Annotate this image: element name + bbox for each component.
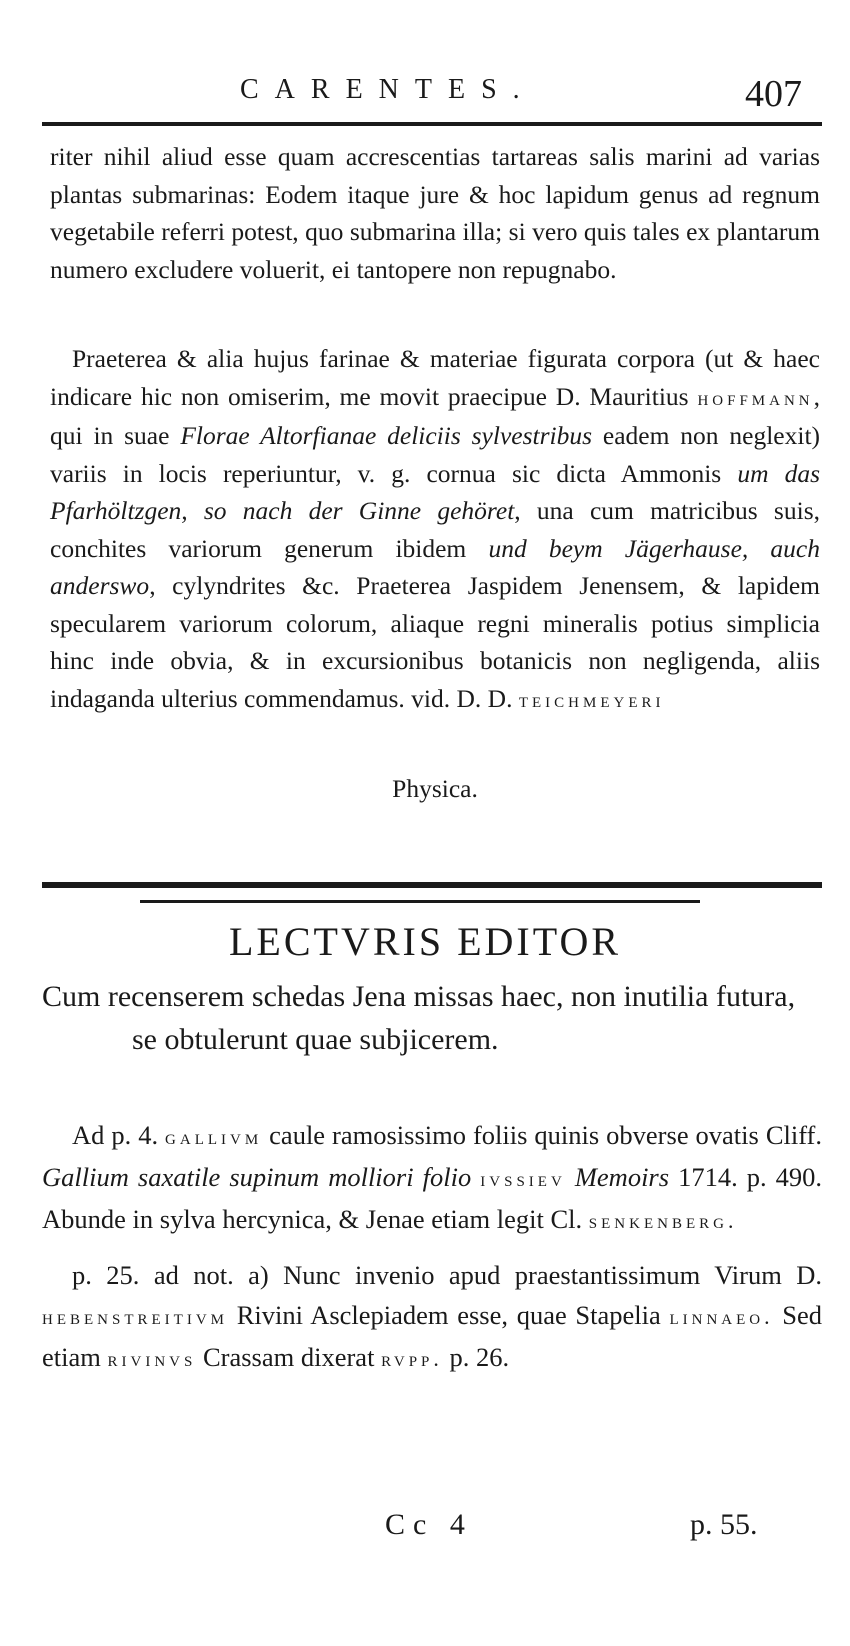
paragraph-text: eadem non neglexit) variis in locis reperiuntur, v. g. cornua sic dicta Ammonis	[50, 421, 821, 488]
header-rule	[42, 122, 822, 126]
paragraph-text: , qui in suae	[50, 381, 820, 450]
page-header	[0, 66, 850, 116]
note-text: p. 26.	[449, 1342, 510, 1372]
page-number: 407	[745, 73, 802, 115]
intro-text: Cum recenserem schedas Jena missas haec, non inutilia futura, se obtulerunt quae subjicerem.	[42, 980, 796, 1056]
work-title: Memoirs	[574, 1162, 670, 1192]
note-text: 1714. p. 490. Abunde in sylva hercynica, & Jenae etiam legit Cl.	[42, 1162, 823, 1234]
section-rule	[42, 882, 822, 888]
author-name: rivinvs	[107, 1347, 197, 1371]
paragraph-tail: Physica.	[392, 774, 478, 803]
section-heading: LECTVRIS EDITOR	[228, 919, 622, 964]
paragraph-text: , cylyndrites &c. Praeterea Jaspidem Jenensem, & lapidem specularem variorum colorum, aliaque regni mineralis potius simplicia hinc inde obvia, & in excursionibus botanicis non negligenda, aliis indaganda ulterius commendamus. vid. D. D.	[50, 571, 820, 713]
section-rule-thin	[140, 900, 700, 903]
editor-intro	[42, 975, 822, 1061]
german-locality: um das Pfarhöltzgen, so nach der Ginne gehöret	[50, 458, 821, 525]
catchword: p. 55.	[690, 1508, 758, 1541]
german-locality: und beym Jägerhause, auch anderswo	[50, 533, 820, 600]
author-name: linnaeo.	[669, 1305, 774, 1329]
note-text: Rivini Asclepiadem esse, quae Stapelia	[236, 1300, 661, 1330]
note-text: Sed etiam	[42, 1300, 823, 1372]
author-name: hoffmann	[697, 385, 814, 410]
author-name: ivssiev	[480, 1167, 566, 1191]
note-text: Crassam dixerat	[202, 1342, 375, 1372]
note-text: Ad p. 4.	[72, 1120, 159, 1150]
paragraph-continuation: riter nihil aliud esse quam accrescentias tartareas salis marini ad varias plantas submarinas: Eodem itaque jure & hoc lapidum genus ad regnum vegetabile referri potest, quo submarina illa; si vero quis tales ex plantarum numero excludere voluerit, ei tantopere non repugnabo.	[50, 142, 820, 284]
author-name: rvpp.	[381, 1347, 443, 1371]
paragraph-praeterea	[50, 340, 820, 719]
editor-notes	[42, 1115, 822, 1393]
author-name: senkenberg.	[588, 1209, 738, 1233]
note-text: caule ramosissimo foliis quinis obverse ovatis Cliff.	[269, 1120, 823, 1150]
book-title: Florae Altorfianae deliciis sylvestribus	[180, 421, 593, 450]
running-title: CARENTES.	[240, 74, 536, 105]
page-footer	[0, 1508, 850, 1548]
species-name: Gallium saxatile supinum molliori folio	[42, 1162, 472, 1192]
author-name: hebenstreitivm	[42, 1305, 228, 1329]
note-gallium	[42, 1115, 822, 1241]
genus-name: gallivm	[165, 1125, 263, 1149]
paragraph-text: Praeterea & alia hujus farinae & materiae figurata corpora (ut & haec indicare hic non omiserim, me movit praecipue D. Mauritius	[50, 344, 820, 411]
note-text: p. 25. ad not. a) Nunc invenio apud praestantissimum Virum D.	[72, 1260, 822, 1290]
author-name: teichmeyeri	[518, 687, 665, 712]
paragraph-text: , una cum matricibus suis, conchites variorum generum ibidem	[50, 496, 820, 563]
signature-mark: Cc 4	[385, 1508, 473, 1541]
note-stapelia	[42, 1255, 822, 1379]
